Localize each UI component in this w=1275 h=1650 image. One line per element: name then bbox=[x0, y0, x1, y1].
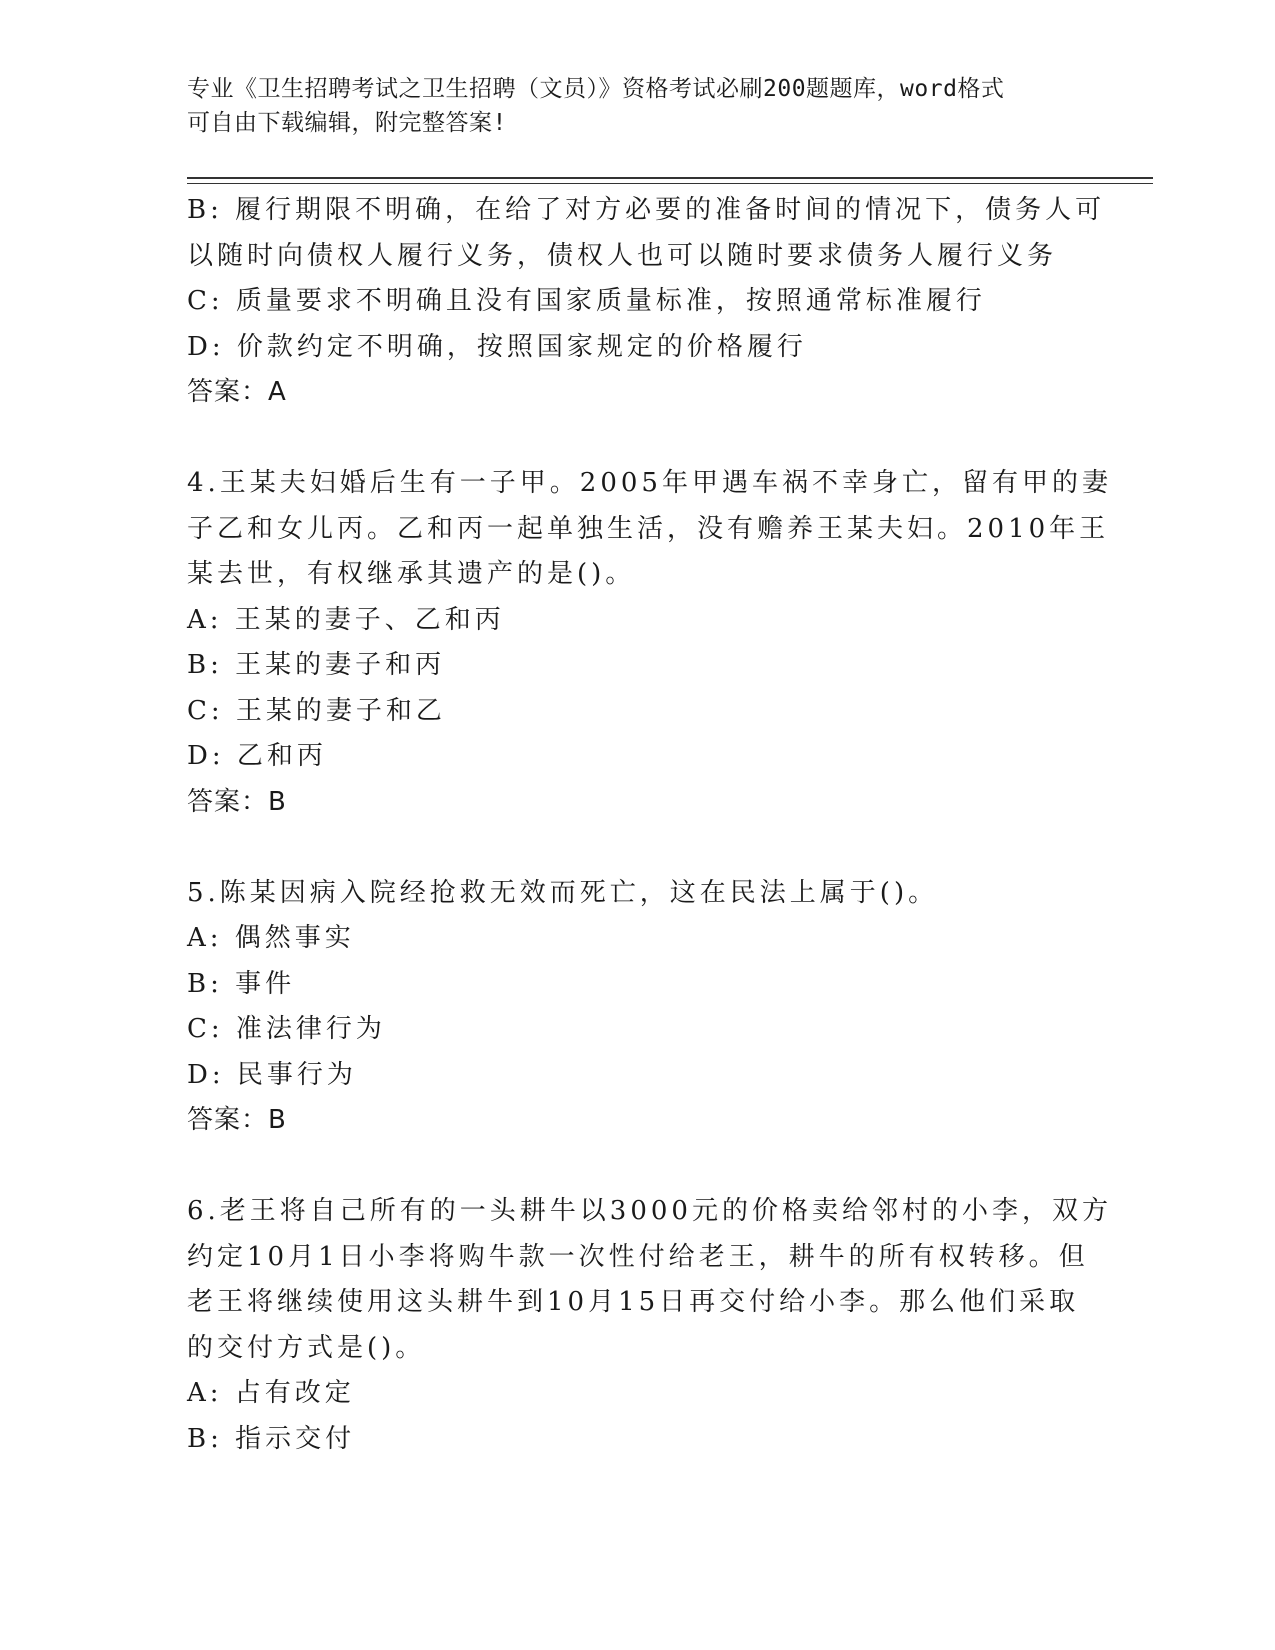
answer: 答案：B bbox=[187, 786, 287, 817]
answer: 答案：A bbox=[187, 377, 287, 407]
option-b: B: 指示交付 bbox=[187, 1423, 356, 1454]
question-4 bbox=[187, 461, 1112, 825]
question-stem: 某去世，有权继承其遗产的是()。 bbox=[187, 559, 636, 589]
question-6 bbox=[187, 1189, 1112, 1462]
option-d: D: 价款约定不明确，按照国家规定的价格履行 bbox=[187, 331, 807, 362]
header-divider-thin bbox=[187, 183, 1153, 184]
option-b: B: 王某的妻子和丙 bbox=[187, 650, 446, 680]
question-list bbox=[187, 188, 1112, 1462]
option-b: B: 履行期限不明确，在给了对方必要的准备时间的情况下，债务人可 bbox=[187, 195, 1106, 225]
option-b-continued: 以随时向债权人履行义务，债权人也可以随时要求债务人履行义务 bbox=[187, 240, 1058, 271]
option-c: C: 质量要求不明确且没有国家质量标准，按照通常标准履行 bbox=[187, 286, 986, 316]
header-line: 专业《卫生招聘考试之卫生招聘（文员）》资格考试必刷200题题库，word格式 bbox=[187, 76, 1005, 102]
question-stem: 约定10月1日小李将购牛款一次性付给老王，耕牛的所有权转移。但 bbox=[187, 1241, 1089, 1272]
question-stem: 5.陈某因病入院经抢救无效而死亡，这在民法上属于()。 bbox=[187, 877, 939, 908]
option-a: A: 王某的妻子、乙和丙 bbox=[187, 604, 505, 635]
question-stem: 6.老王将自己所有的一头耕牛以3000元的价格卖给邻村的小李，双方 bbox=[187, 1196, 1112, 1226]
option-a: A: 占有改定 bbox=[187, 1378, 355, 1408]
option-b: B: 事件 bbox=[187, 968, 296, 999]
document-header bbox=[187, 72, 1087, 140]
question-stem: 4.王某夫妇婚后生有一子甲。2005年甲遇车祸不幸身亡，留有甲的妻 bbox=[187, 468, 1112, 498]
answer: 答案：B bbox=[187, 1105, 287, 1135]
option-c: C: 准法律行为 bbox=[187, 1014, 386, 1044]
question-stem: 子乙和女儿丙。乙和丙一起单独生活，没有赡养王某夫妇。2010年王 bbox=[187, 513, 1110, 544]
option-a: A: 偶然事实 bbox=[187, 923, 355, 953]
question-3 bbox=[187, 188, 1106, 416]
option-d: D: 民事行为 bbox=[187, 1059, 357, 1090]
question-5 bbox=[187, 871, 1087, 1144]
question-stem: 的交付方式是()。 bbox=[187, 1332, 426, 1363]
option-c: C: 王某的妻子和乙 bbox=[187, 695, 446, 726]
header-line: 可自由下载编辑，附完整答案! bbox=[187, 110, 507, 136]
header-divider bbox=[187, 177, 1153, 179]
option-d: D: 乙和丙 bbox=[187, 741, 327, 771]
question-stem: 老王将继续使用这头耕牛到10月15日再交付给小李。那么他们采取 bbox=[187, 1287, 1080, 1317]
